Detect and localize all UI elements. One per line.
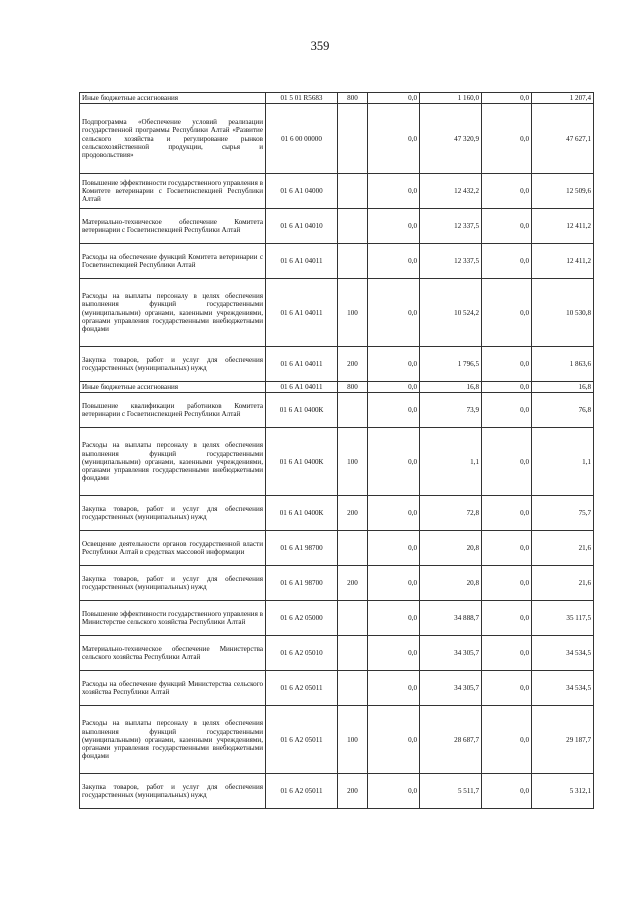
amount-col-2: 47 320,9: [420, 104, 482, 174]
amount-col-3: 0,0: [482, 531, 532, 566]
amount-col-2: 73,9: [420, 393, 482, 428]
expense-type: 100: [338, 706, 368, 774]
amount-col-4: 21,6: [532, 566, 594, 601]
amount-col-4: 1,1: [532, 428, 594, 496]
amount-col-1: 0,0: [368, 93, 420, 104]
amount-col-4: 76,8: [532, 393, 594, 428]
amount-col-3: 0,0: [482, 428, 532, 496]
amount-col-4: 1 863,6: [532, 347, 594, 382]
amount-col-4: 16,8: [532, 382, 594, 393]
expense-type: 200: [338, 347, 368, 382]
budget-code: 01 6 А1 0400К: [266, 428, 338, 496]
budget-code: 01 6 00 00000: [266, 104, 338, 174]
amount-col-2: 34 888,7: [420, 601, 482, 636]
amount-col-1: 0,0: [368, 428, 420, 496]
item-name: Расходы на обеспечение функций Министерства сельского хозяйства Республики Алтай: [80, 671, 266, 706]
item-name: Повышение квалификации работников Комитета ветеринарии с Госветинспекцией Республики Алтай: [80, 393, 266, 428]
amount-col-2: 1,1: [420, 428, 482, 496]
budget-code: 01 6 А1 0400К: [266, 393, 338, 428]
amount-col-2: 20,8: [420, 566, 482, 601]
item-name: Иные бюджетные ассигнования: [80, 382, 266, 393]
budget-code: 01 6 А2 05011: [266, 774, 338, 809]
amount-col-4: 35 117,5: [532, 601, 594, 636]
expense-type: [338, 393, 368, 428]
amount-col-3: 0,0: [482, 706, 532, 774]
amount-col-1: 0,0: [368, 496, 420, 531]
amount-col-3: 0,0: [482, 279, 532, 347]
budget-code: 01 6 А1 0400К: [266, 496, 338, 531]
amount-col-3: 0,0: [482, 774, 532, 809]
expense-type: 800: [338, 93, 368, 104]
page-number: 359: [310, 39, 330, 53]
budget-code: 01 6 А2 05011: [266, 706, 338, 774]
amount-col-3: 0,0: [482, 93, 532, 104]
budget-code: 01 6 А2 05000: [266, 601, 338, 636]
expense-type: [338, 601, 368, 636]
item-name: Закупка товаров, работ и услуг для обеспечения государственных (муниципальных) нужд: [80, 774, 266, 809]
amount-col-2: 34 305,7: [420, 671, 482, 706]
table-row: [80, 496, 594, 531]
amount-col-4: 34 534,5: [532, 671, 594, 706]
amount-col-3: 0,0: [482, 104, 532, 174]
table-row: [80, 347, 594, 382]
amount-col-2: 12 432,2: [420, 174, 482, 209]
item-name: Материально-техническое обеспечение Министерства сельского хозяйства Республики Алтай: [80, 636, 266, 671]
amount-col-3: 0,0: [482, 636, 532, 671]
table-row: [80, 93, 594, 104]
amount-col-3: 0,0: [482, 393, 532, 428]
amount-col-1: 0,0: [368, 671, 420, 706]
item-name: Подпрограмма «Обеспечение условий реализации государственной программы Республики Алтай «Развитие сельского хозяйства и регулирование рынков сельскохозяйственной продукции, сырья и продовольствия»: [80, 104, 266, 174]
amount-col-1: 0,0: [368, 347, 420, 382]
amount-col-1: 0,0: [368, 706, 420, 774]
amount-col-2: 1 160,0: [420, 93, 482, 104]
item-name: Расходы на выплаты персоналу в целях обеспечения выполнения функций государственными (муниципальными) органами, казенными учреждениями, органами управления государственными внебюджетными фондами: [80, 279, 266, 347]
item-name: Расходы на обеспечение функций Комитета ветеринарии с Госветинспекцией Республики Алтай: [80, 244, 266, 279]
amount-col-2: 20,8: [420, 531, 482, 566]
table-row: [80, 279, 594, 347]
amount-col-4: 12 411,2: [532, 209, 594, 244]
table-row: [80, 774, 594, 809]
item-name: Иные бюджетные ассигнования: [80, 93, 266, 104]
budget-code: 01 6 А1 98700: [266, 531, 338, 566]
item-name: Закупка товаров, работ и услуг для обеспечения государственных (муниципальных) нужд: [80, 496, 266, 531]
table-row: [80, 104, 594, 174]
table-row: [80, 174, 594, 209]
expense-type: 100: [338, 279, 368, 347]
budget-code: 01 6 А1 04011: [266, 347, 338, 382]
amount-col-1: 0,0: [368, 209, 420, 244]
amount-col-1: 0,0: [368, 279, 420, 347]
budget-code: 01 6 А2 05011: [266, 671, 338, 706]
item-name: Расходы на выплаты персоналу в целях обеспечения выполнения функций государственными (муниципальными) органами, казенными учреждениями, органами управления государственными внебюджетными фондами: [80, 706, 266, 774]
table-row: [80, 382, 594, 393]
amount-col-2: 1 796,5: [420, 347, 482, 382]
amount-col-1: 0,0: [368, 774, 420, 809]
item-name: Закупка товаров, работ и услуг для обеспечения государственных (муниципальных) нужд: [80, 566, 266, 601]
amount-col-4: 5 312,1: [532, 774, 594, 809]
amount-col-4: 21,6: [532, 531, 594, 566]
amount-col-2: 28 687,7: [420, 706, 482, 774]
item-name: Освещение деятельности органов государственной власти Республики Алтай в средствах массовой информации: [80, 531, 266, 566]
budget-code: 01 6 А1 04000: [266, 174, 338, 209]
amount-col-4: 75,7: [532, 496, 594, 531]
amount-col-3: 0,0: [482, 601, 532, 636]
expense-type: 200: [338, 566, 368, 601]
budget-code: 01 6 А2 05010: [266, 636, 338, 671]
amount-col-4: 47 627,1: [532, 104, 594, 174]
item-name: Расходы на выплаты персоналу в целях обеспечения выполнения функций государственными (муниципальными) органами, казенными учреждениями, органами управления государственными внебюджетными фондами: [80, 428, 266, 496]
amount-col-4: 29 187,7: [532, 706, 594, 774]
amount-col-3: 0,0: [482, 347, 532, 382]
expense-type: [338, 636, 368, 671]
amount-col-3: 0,0: [482, 566, 532, 601]
amount-col-3: 0,0: [482, 382, 532, 393]
amount-col-1: 0,0: [368, 566, 420, 601]
expense-type: [338, 174, 368, 209]
budget-code: 01 6 А1 04011: [266, 244, 338, 279]
amount-col-4: 12 509,6: [532, 174, 594, 209]
amount-col-1: 0,0: [368, 531, 420, 566]
amount-col-1: 0,0: [368, 636, 420, 671]
amount-col-1: 0,0: [368, 601, 420, 636]
item-name: Повышение эффективности государственного управления в Комитете ветеринарии с Госветинспекцией Республики Алтай: [80, 174, 266, 209]
table-row: [80, 209, 594, 244]
amount-col-2: 12 337,5: [420, 209, 482, 244]
amount-col-2: 10 524,2: [420, 279, 482, 347]
amount-col-2: 72,8: [420, 496, 482, 531]
item-name: Закупка товаров, работ и услуг для обеспечения государственных (муниципальных) нужд: [80, 347, 266, 382]
expense-type: 100: [338, 428, 368, 496]
budget-code: 01 6 А1 98700: [266, 566, 338, 601]
budget-code: 01 6 А1 04010: [266, 209, 338, 244]
amount-col-2: 5 511,7: [420, 774, 482, 809]
item-name: Материально-техническое обеспечение Комитета ветеринарии с Госветинспекцией Республики Алтай: [80, 209, 266, 244]
amount-col-2: 16,8: [420, 382, 482, 393]
table-row: [80, 601, 594, 636]
amount-col-4: 12 411,2: [532, 244, 594, 279]
budget-code: 01 6 А1 04011: [266, 382, 338, 393]
amount-col-1: 0,0: [368, 393, 420, 428]
table-row: [80, 428, 594, 496]
amount-col-4: 1 207,4: [532, 93, 594, 104]
budget-code: 01 5 01 R5683: [266, 93, 338, 104]
amount-col-2: 12 337,5: [420, 244, 482, 279]
amount-col-3: 0,0: [482, 209, 532, 244]
expense-type: [338, 104, 368, 174]
expense-type: 200: [338, 774, 368, 809]
amount-col-3: 0,0: [482, 174, 532, 209]
expense-type: 200: [338, 496, 368, 531]
amount-col-2: 34 305,7: [420, 636, 482, 671]
amount-col-1: 0,0: [368, 104, 420, 174]
table-row: [80, 531, 594, 566]
expense-type: 800: [338, 382, 368, 393]
expense-type: [338, 531, 368, 566]
table-row: [80, 636, 594, 671]
budget-code: 01 6 А1 04011: [266, 279, 338, 347]
amount-col-3: 0,0: [482, 671, 532, 706]
table-row: [80, 244, 594, 279]
budget-table: [79, 92, 594, 809]
item-name: Повышение эффективности государственного управления в Министерстве сельского хозяйства Республики Алтай: [80, 601, 266, 636]
amount-col-3: 0,0: [482, 244, 532, 279]
amount-col-1: 0,0: [368, 382, 420, 393]
expense-type: [338, 671, 368, 706]
budget-table-body: [80, 93, 594, 809]
table-row: [80, 706, 594, 774]
amount-col-4: 10 530,8: [532, 279, 594, 347]
amount-col-1: 0,0: [368, 244, 420, 279]
amount-col-1: 0,0: [368, 174, 420, 209]
amount-col-4: 34 534,5: [532, 636, 594, 671]
table-row: [80, 671, 594, 706]
table-row: [80, 393, 594, 428]
expense-type: [338, 209, 368, 244]
expense-type: [338, 244, 368, 279]
table-row: [80, 566, 594, 601]
amount-col-3: 0,0: [482, 496, 532, 531]
